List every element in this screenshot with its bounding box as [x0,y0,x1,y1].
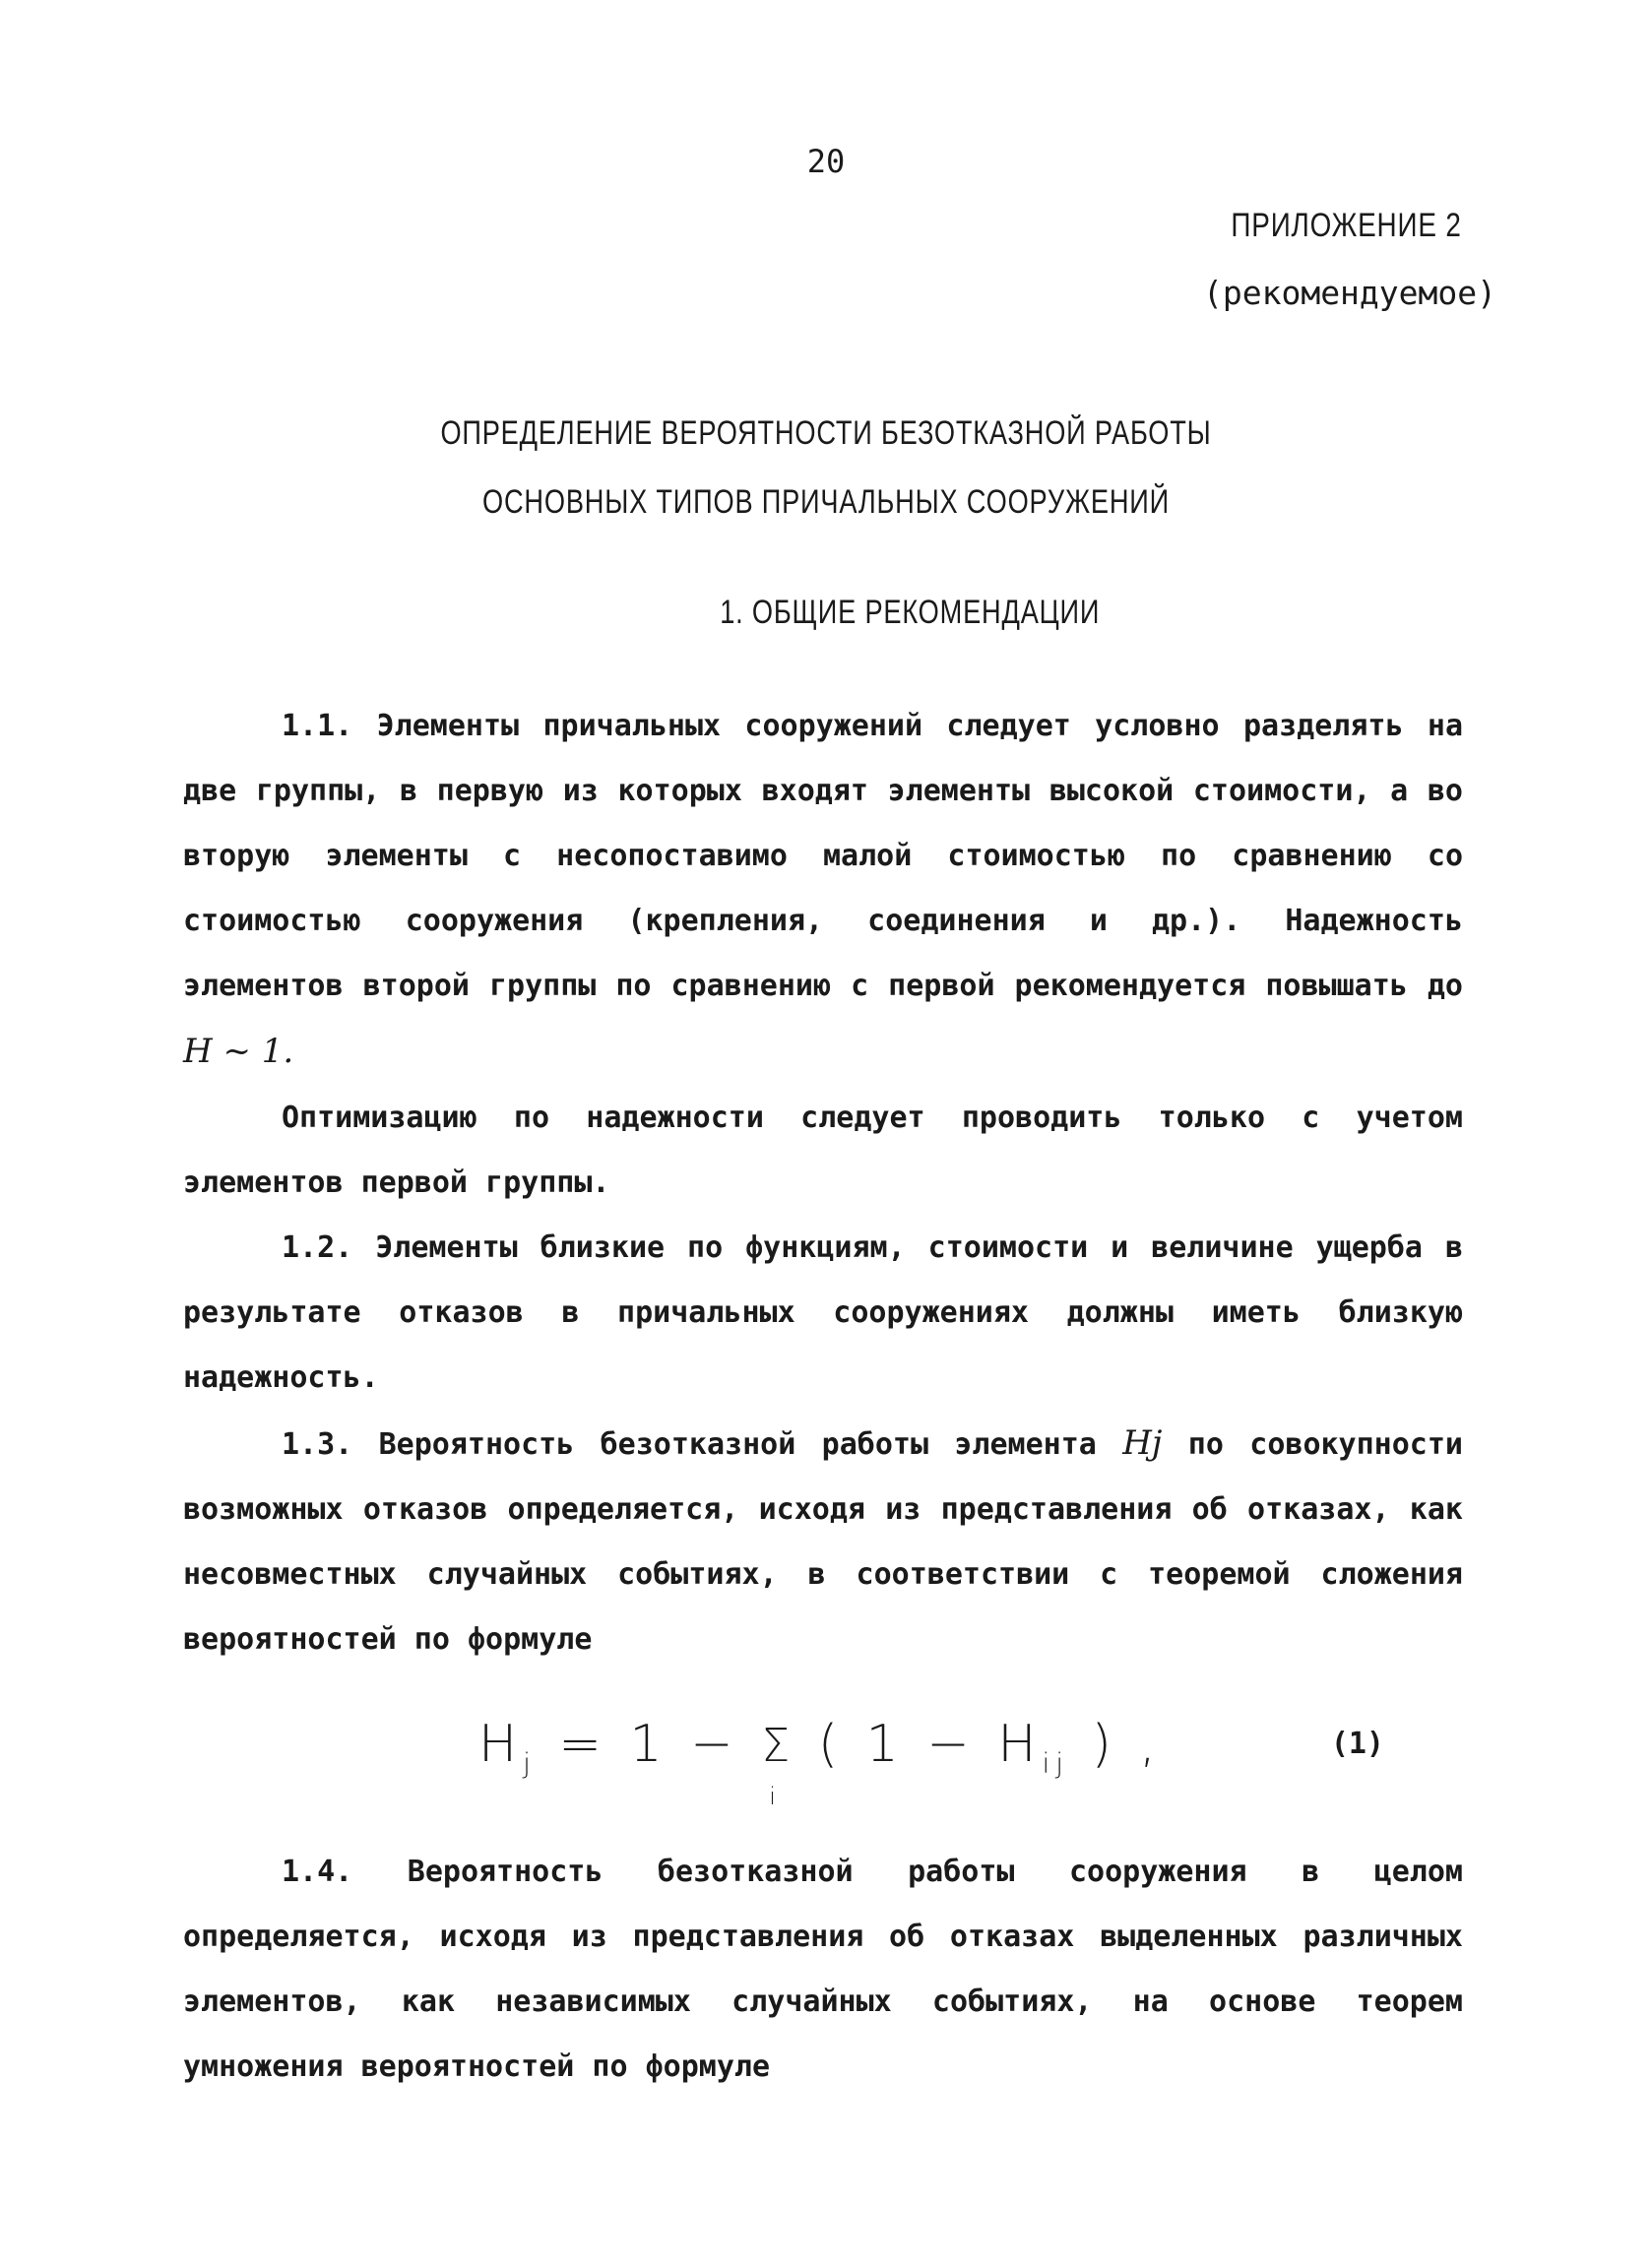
sum-sign [761,1713,796,1810]
document-title-line-1: ОПРЕДЕЛЕНИЕ ВЕРОЯТНОСТИ БЕЗОТКАЗНОЙ РАБОТЫ [440,414,1212,452]
paragraph-1-4: 1.4. Вероятность безотказной работы сооружения в целом определяется, исходя из представления об отказах выделенных различных элементов, как независимых случайных событиях, на основе теорем умножения вероятностей по формуле [183,1855,1463,2084]
formula-rhs-sub: ij [1042,1746,1070,1780]
document-title-line-2: ОСНОВНЫХ ТИПОВ ПРИЧАЛЬНЫХ СООРУЖЕНИЙ [482,483,1170,521]
document-title [0,399,1652,536]
formula-close: ) , [1069,1715,1162,1774]
element-reliability-symbol: Hj [1122,1423,1163,1463]
paragraph-1-3 [183,1411,1463,1672]
formula-1-number: (1) [1330,1727,1384,1761]
page-number: 20 [806,143,846,180]
appendix-note: (рекомендуемое) [1202,274,1496,312]
appendix-title: ПРИЛОЖЕНИЕ 2 [1231,207,1462,244]
formula-1-expression [478,1712,1162,1810]
formula-rhs: ( 1 − H [795,1715,1043,1774]
formula-middle: = 1 − [536,1715,762,1774]
section-title [0,594,1652,632]
paragraph-1-3-end: по совокупности возможных отказов определяется, исходя из представления об отказах, как несовместных случайных событиях, в соответствии с теоремой сложения вероятностей по формуле [183,1427,1463,1657]
reliability-symbol: H ~ 1. [183,1032,294,1071]
body-text [183,694,1463,2100]
formula-lhs: H [478,1715,524,1774]
paragraph-1-1 [183,694,1463,1086]
paragraph-1-3-start: 1.3. Вероятность безотказной работы элемента [282,1427,1097,1462]
paragraph-1-2: 1.2. Элементы близкие по функциям, стоимости и величине ущерба в результате отказов в причальных сооружениях должны иметь близкую надежность. [183,1230,1463,1395]
sum-sign-symbol: Σ [761,1719,796,1772]
sum-index: i [769,1783,782,1810]
formula-lhs-sub: j [523,1746,537,1780]
paragraph-1-1-text: 1.1. Элементы причальных сооружений следует условно разделять на две группы, в первую из которых входят элементы высокой стоимости, а во вторую элементы с несопоставимо малой стоимостью по сравнению со стоимостью сооружения (крепления, соединения и др.). Надежность элементов второй группы по сравнению с первой рекомендуется повышать до [183,709,1463,1003]
section-title-text: 1. ОБЩИЕ РЕКОМЕНДАЦИИ [719,594,1100,631]
formula-1 [183,1692,1463,1830]
paragraph-1-1b: Оптимизацию по надежности следует проводить только с учетом элементов первой группы. [183,1101,1463,1200]
